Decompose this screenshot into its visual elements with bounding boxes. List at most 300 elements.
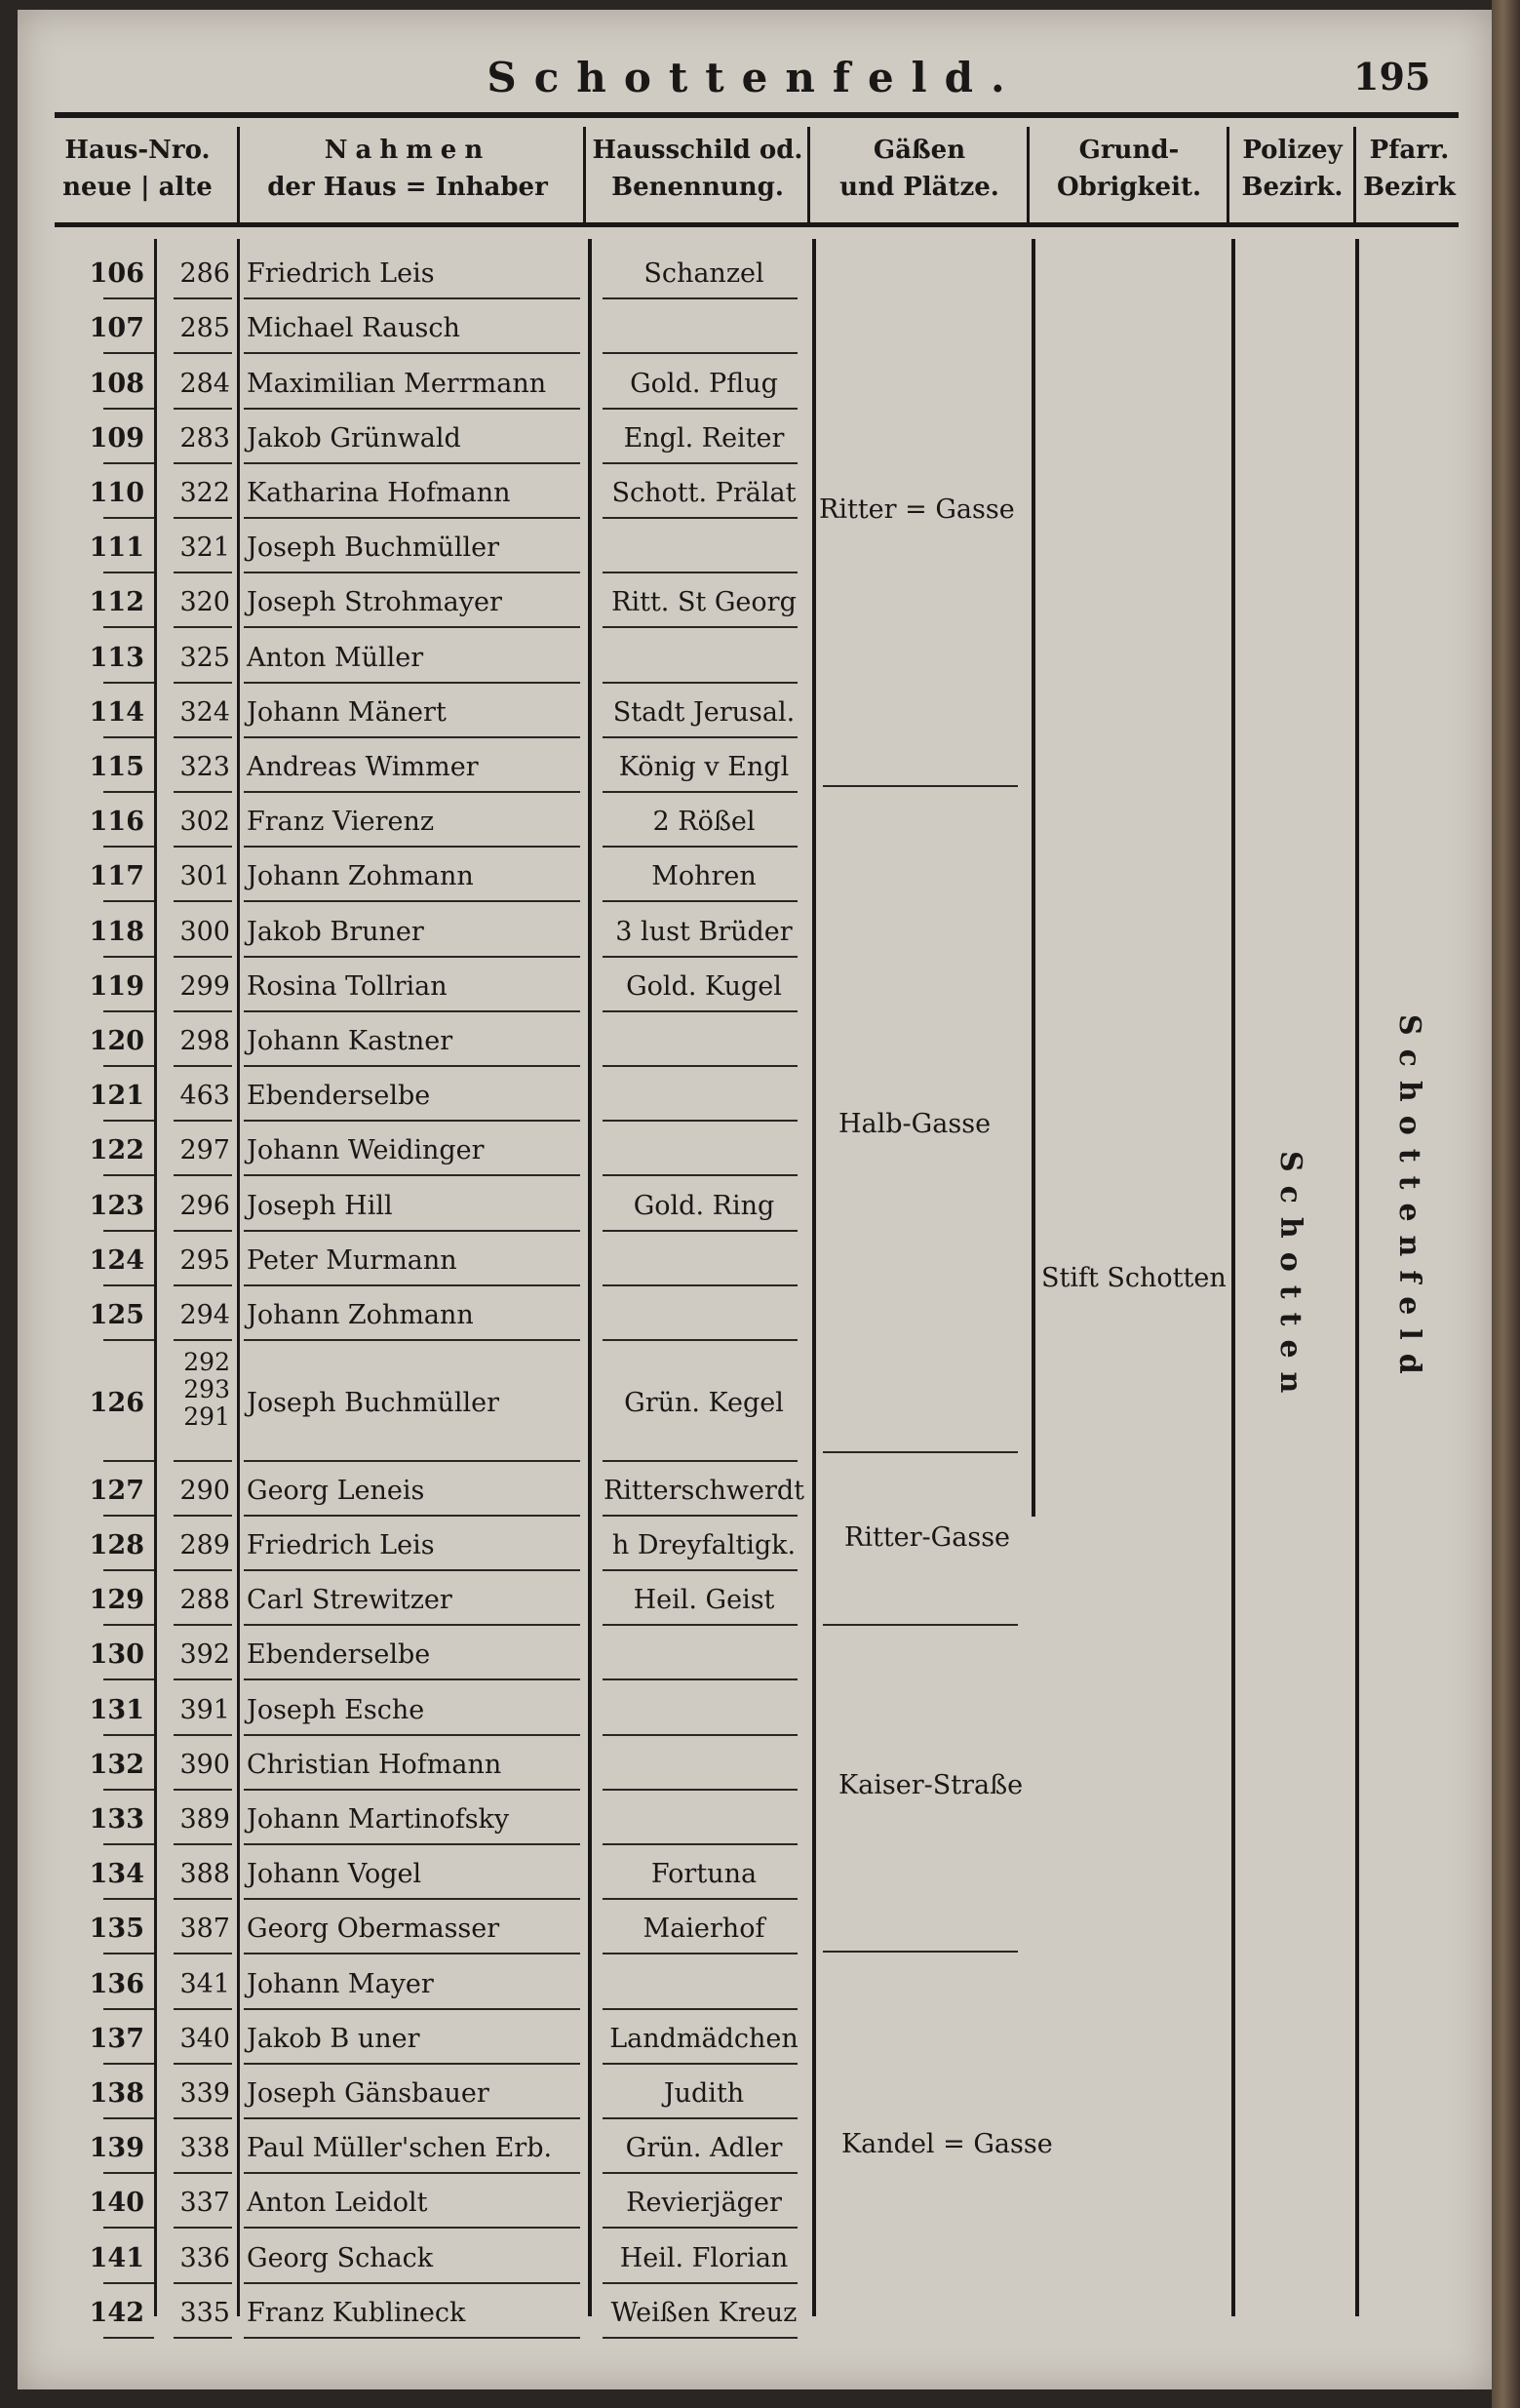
haus-nro-alte: 286 [179,258,230,290]
row-separator [103,1120,154,1122]
row-separator [103,1789,154,1791]
row-separator [103,408,154,410]
hausschild: Weißen Kreuz [610,2297,798,2328]
row-separator [103,2117,154,2119]
haus-nro-alte: 392 [179,1639,230,1671]
row-separator [174,2008,232,2010]
street-ritter-gasse-1: Ritter = Gasse [819,494,1015,525]
row-separator [174,956,232,958]
haus-inhaber-name: Andreas Wimmer [247,751,479,782]
row-separator [603,2227,798,2229]
haus-inhaber-name: Johann Zohmann [247,1299,474,1330]
hausschild: Grün. Adler [625,2133,783,2164]
haus-nro-alte: 285 [179,313,230,344]
haus-nro-alte: 340 [179,2023,230,2054]
row-separator [174,1953,232,1954]
row-separator [103,2282,154,2284]
row-separator [103,1230,154,1232]
header-sep [807,127,810,222]
haus-nro-neue: 110 [89,477,144,508]
haus-inhaber-name: Joseph Hill [247,1190,393,1221]
col-rule [588,239,592,2316]
haus-nro-alte: 338 [179,2133,230,2164]
haus-inhaber-name: Franz Kublineck [247,2297,466,2328]
haus-nro-alte: 302 [179,807,230,838]
haus-nro-neue: 140 [89,2188,144,2219]
row-separator [244,1569,580,1571]
header-bottom-rule [55,222,1459,227]
row-separator [103,791,154,793]
row-separator [103,1339,154,1341]
hausschild: Gold. Pflug [630,368,778,399]
row-separator [103,1065,154,1067]
row-separator [244,736,580,738]
row-separator [103,1898,154,1900]
running-title: Schottenfeld. [487,54,1023,101]
haus-nro-neue: 139 [89,2133,144,2164]
haus-inhaber-name: Joseph Esche [247,1694,425,1725]
haus-inhaber-name: Ebenderselbe [247,1639,431,1671]
haus-nro-neue: 129 [89,1585,144,1616]
row-separator [603,572,798,573]
haus-inhaber-name: Michael Rausch [247,313,460,344]
haus-inhaber-name: Johann Martinofsky [247,1803,510,1835]
row-separator [603,1678,798,1680]
row-separator [603,1339,798,1341]
row-separator [103,900,154,902]
hausschild: 2 Rößel [652,807,756,838]
haus-nro-neue: 138 [89,2077,144,2109]
haus-nro-alte: 290 [179,1475,230,1506]
row-separator [174,2227,232,2229]
col-rule [237,239,240,2316]
row-separator [174,1460,232,1462]
page-number: 195 [1353,55,1431,99]
haus-nro-neue: 123 [89,1190,144,1221]
haus-inhaber-name: Christian Hofmann [247,1749,502,1780]
haus-nro-neue: 113 [89,642,144,673]
hausschild: Gold. Kugel [626,970,782,1002]
haus-nro-alte: 337 [179,2188,230,2219]
haus-nro-neue: 137 [89,2023,144,2054]
row-separator [603,2172,798,2174]
row-separator [603,1460,798,1462]
row-separator [174,1734,232,1736]
haus-nro-alte: 339 [179,2077,230,2109]
row-separator [103,1284,154,1286]
row-separator [244,2282,580,2284]
row-separator [244,517,580,519]
hausschild: Fortuna [650,1859,758,1890]
row-separator [174,1678,232,1680]
row-separator [103,736,154,738]
row-separator [603,1734,798,1736]
row-separator [103,1515,154,1517]
street-ritter-gasse-2: Ritter-Gasse [844,1522,1011,1553]
row-separator [603,1284,798,1286]
row-separator [174,297,232,299]
haus-nro-neue: 132 [89,1749,144,1780]
haus-nro-neue: 126 [89,1387,144,1418]
haus-inhaber-name: Paul Müller'schen Erb. [247,2133,553,2164]
hausschild: Landmädchen [609,2023,799,2054]
haus-nro-neue: 122 [89,1135,144,1166]
haus-inhaber-name: Katharina Hofmann [247,477,511,508]
row-separator [103,2008,154,2010]
haus-nro-alte: 320 [179,587,230,618]
col-rule [1355,239,1359,2316]
hausschild: h Dreyfaltigk. [611,1529,797,1560]
row-separator [103,1843,154,1845]
haus-inhaber-name: Johann Mayer [247,1968,434,1999]
haus-nro-neue: 127 [89,1475,144,1506]
hausschild: Judith [663,2077,745,2109]
haus-nro-alte: 325 [179,642,230,673]
col-rule [812,239,816,2316]
row-separator [174,2337,232,2339]
row-separator [174,1898,232,1900]
haus-nro-alte: 321 [179,533,230,564]
header-sep [1353,127,1356,222]
row-separator [244,2008,580,2010]
row-separator [244,1010,580,1012]
row-separator [603,517,798,519]
hausschild: Ritt. St Georg [611,587,797,618]
row-separator [603,626,798,628]
haus-nro-neue: 107 [89,313,144,344]
row-separator [174,408,232,410]
haus-inhaber-name: Franz Vierenz [247,807,435,838]
row-separator [244,626,580,628]
row-separator [603,2008,798,2010]
haus-nro-alte: 301 [179,861,230,892]
row-separator [603,791,798,793]
haus-nro-alte: 387 [179,1914,230,1945]
haus-nro-alte: 299 [179,970,230,1002]
grund-obrigkeit: Stift Schotten [1041,1263,1227,1293]
row-separator [103,682,154,684]
row-separator [103,297,154,299]
haus-nro-neue: 112 [89,587,144,618]
row-separator [603,1898,798,1900]
row-separator [174,736,232,738]
hausschild: Maierhof [643,1914,765,1945]
header-haus-nro: Haus-Nro. neue | alte [62,136,213,202]
row-separator [174,626,232,628]
haus-nro-alte: 341 [179,1968,230,1999]
haus-inhaber-name: Jakob Grünwald [247,422,461,454]
row-separator [174,900,232,902]
row-separator [244,1515,580,1517]
row-separator [244,1624,580,1626]
row-separator [103,462,154,464]
row-separator [603,1065,798,1067]
haus-nro-alte: 300 [179,916,230,947]
street-sep [823,1624,1018,1626]
row-separator [103,1460,154,1462]
row-separator [174,1569,232,1571]
street-halb-gasse: Halb-Gasse [838,1109,992,1139]
row-separator [174,2172,232,2174]
row-separator [174,2063,232,2065]
row-separator [174,1789,232,1791]
hausschild: Schanzel [643,258,764,290]
haus-nro-neue: 130 [89,1639,144,1671]
hausschild: Revierjäger [626,2188,782,2219]
haus-nro-alte: 284 [179,368,230,399]
row-separator [244,846,580,848]
street-sep [823,785,1018,787]
row-separator [603,1569,798,1571]
row-separator [103,1734,154,1736]
haus-nro-neue: 121 [89,1081,144,1112]
row-separator [244,1953,580,1954]
row-separator [244,408,580,410]
row-separator [174,572,232,573]
row-separator [103,1678,154,1680]
haus-nro-neue: 120 [89,1025,144,1056]
haus-nro-neue: 141 [89,2242,144,2273]
haus-inhaber-name: Anton Leidolt [247,2188,428,2219]
row-separator [603,408,798,410]
header-alte: alte [158,173,213,202]
row-separator [603,956,798,958]
haus-inhaber-name: Georg Obermasser [247,1914,500,1945]
haus-inhaber-name: Jakob B uner [247,2023,420,2054]
row-separator [244,1843,580,1845]
row-separator [174,682,232,684]
haus-inhaber-name: Friedrich Leis [247,1529,435,1560]
row-separator [174,1065,232,1067]
header-nahmen: Nahmen der Haus = Inhaber [267,136,548,202]
hausschild: Grün. Kegel [624,1387,784,1418]
row-separator [174,1120,232,1122]
header-sep [583,127,586,222]
haus-inhaber-name: Ebenderselbe [247,1081,431,1112]
row-separator [244,1460,580,1462]
row-separator [603,1515,798,1517]
haus-nro-alte: 389 [179,1803,230,1835]
row-separator [244,2337,580,2339]
hausschild: König v Engl [618,751,790,782]
street-sep [823,1451,1018,1453]
street-kandel-gasse: Kandel = Gasse [841,2129,1053,2159]
row-separator [103,1953,154,1954]
row-separator [603,2063,798,2065]
row-separator [174,517,232,519]
haus-nro-alte: 297 [179,1135,230,1166]
haus-nro-neue: 124 [89,1244,144,1276]
row-separator [103,352,154,354]
haus-nro-neue: 133 [89,1803,144,1835]
row-separator [244,1230,580,1232]
header-neue: neue [62,173,133,202]
row-separator [244,1284,580,1286]
row-separator [244,2172,580,2174]
row-separator [603,1624,798,1626]
book-spine [1492,0,1520,2408]
pfarr-bezirk: Schottenfeld [1392,1014,1426,1388]
row-separator [603,682,798,684]
row-separator [603,1789,798,1791]
haus-nro-alte: 295 [179,1244,230,1276]
row-separator [603,846,798,848]
col-rule [154,239,157,2316]
row-separator [244,2227,580,2229]
row-separator [603,2117,798,2119]
row-separator [103,2172,154,2174]
header-sep [1227,127,1229,222]
top-rule [55,112,1459,118]
book-page [18,10,1492,2389]
haus-nro-neue: 131 [89,1694,144,1725]
row-separator [103,1010,154,1012]
header-polizey: Polizey Bezirk. [1241,136,1344,202]
row-separator [603,900,798,902]
row-separator [244,1789,580,1791]
haus-nro-neue: 142 [89,2297,144,2328]
haus-inhaber-name: Anton Müller [247,642,424,673]
col-rule [1032,239,1035,1517]
haus-nro-alte: 391 [179,1694,230,1725]
haus-inhaber-name: Georg Leneis [247,1475,425,1506]
hausschild: Heil. Florian [619,2242,789,2273]
haus-inhaber-name: Joseph Strohmayer [247,587,502,618]
row-separator [174,1843,232,1845]
haus-nro-alte: 390 [179,1749,230,1780]
haus-inhaber-name: Joseph Buchmüller [247,1387,500,1418]
row-separator [244,462,580,464]
haus-nro-alte: 335 [179,2297,230,2328]
row-separator [244,900,580,902]
haus-nro-neue: 125 [89,1299,144,1330]
header-sep [1027,127,1030,222]
haus-nro-neue: 116 [89,807,144,838]
hausschild: 3 lust Brüder [615,916,793,947]
row-separator [603,1953,798,1954]
row-separator [244,2117,580,2119]
row-separator [174,791,232,793]
header-grund: Grund- Obrigkeit. [1056,136,1202,202]
row-separator [244,1120,580,1122]
row-separator [174,462,232,464]
haus-nro-alte: 463 [179,1081,230,1112]
row-separator [174,1010,232,1012]
haus-inhaber-name: Johann Mänert [247,696,447,728]
row-separator [103,2227,154,2229]
haus-nro-alte: 324 [179,696,230,728]
row-separator [603,2337,798,2339]
col-rule [1231,239,1235,2316]
haus-nro-alte: 288 [179,1585,230,1616]
row-separator [244,2063,580,2065]
haus-nro-alte: 323 [179,751,230,782]
row-separator [103,2337,154,2339]
row-separator [174,1230,232,1232]
haus-nro-alte: 296 [179,1190,230,1221]
haus-nro-alte: 336 [179,2242,230,2273]
haus-inhaber-name: Georg Schack [247,2242,434,2273]
hausschild: Schott. Prälat [611,477,797,508]
hausschild: Gold. Ring [633,1190,775,1221]
hausschild: Engl. Reiter [623,422,785,454]
row-separator [603,1010,798,1012]
street-sep [823,1951,1018,1953]
haus-nro-neue: 117 [89,861,144,892]
row-separator [603,1843,798,1845]
row-separator [174,1515,232,1517]
haus-nro-neue: 109 [89,422,144,454]
row-separator [244,1339,580,1341]
haus-nro-neue: 118 [89,916,144,947]
haus-nro-alte: 292 293 291 [183,1348,230,1431]
haus-inhaber-name: Rosina Tollrian [247,970,448,1002]
haus-nro-neue: 119 [89,970,144,1002]
haus-nro-alte: 322 [179,477,230,508]
haus-inhaber-name: Johann Weidinger [247,1135,485,1166]
row-separator [603,352,798,354]
row-separator [174,846,232,848]
haus-nro-neue: 134 [89,1859,144,1890]
row-separator [603,297,798,299]
haus-inhaber-name: Johann Vogel [247,1859,422,1890]
haus-nro-neue: 114 [89,696,144,728]
row-separator [174,2282,232,2284]
row-separator [244,1898,580,1900]
haus-nro-alte: 294 [179,1299,230,1330]
row-separator [244,297,580,299]
row-separator [103,1174,154,1176]
haus-nro-neue: 115 [89,751,144,782]
row-separator [174,1624,232,1626]
row-separator [244,956,580,958]
haus-inhaber-name: Peter Murmann [247,1244,457,1276]
haus-nro-alte: 388 [179,1859,230,1890]
header-pfarr: Pfarr. Bezirk [1363,136,1456,202]
row-separator [103,2063,154,2065]
haus-nro-neue: 136 [89,1968,144,1999]
row-separator [103,517,154,519]
haus-nro-neue: 106 [89,258,144,290]
row-separator [603,1174,798,1176]
haus-inhaber-name: Joseph Gänsbauer [247,2077,489,2109]
haus-inhaber-name: Carl Strewitzer [247,1585,452,1616]
haus-nro-neue: 108 [89,368,144,399]
row-separator [103,1569,154,1571]
haus-nro-alte: 283 [179,422,230,454]
row-separator [244,791,580,793]
row-separator [603,736,798,738]
row-separator [603,1120,798,1122]
haus-inhaber-name: Johann Zohmann [247,861,474,892]
haus-inhaber-name: Jakob Bruner [247,916,424,947]
header-hausschild: Hausschild od. Benennung. [592,136,803,202]
row-separator [244,1734,580,1736]
hausschild: Ritterschwerdt [603,1475,805,1506]
haus-nro-neue: 111 [89,533,144,564]
row-separator [603,2282,798,2284]
row-separator [244,352,580,354]
row-separator [244,682,580,684]
row-separator [603,1230,798,1232]
row-separator [174,1339,232,1341]
haus-inhaber-name: Joseph Buchmüller [247,533,500,564]
hausschild: Stadt Jerusal. [612,696,796,728]
haus-inhaber-name: Maximilian Merrmann [247,368,547,399]
row-separator [174,1174,232,1176]
haus-nro-alte: 289 [179,1529,230,1560]
header-gassen: Gäßen und Plätze. [839,136,999,202]
